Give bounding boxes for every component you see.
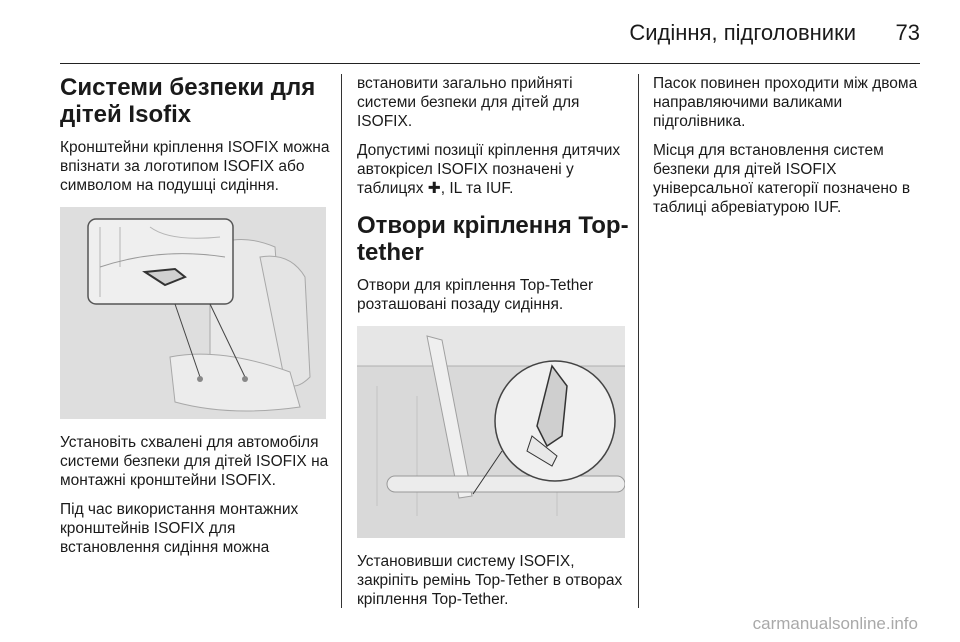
section-heading-top-tether: Отвори кріплення Top-tether	[357, 212, 629, 266]
paragraph: Пасок повинен проходити між двома направляючими валиками підголівника.	[653, 75, 918, 130]
column-2	[357, 74, 629, 619]
page-number: 73	[895, 20, 920, 45]
section-heading-isofix: Системи безпеки для дітей Isofix	[60, 74, 316, 128]
column-divider	[341, 74, 342, 608]
column-1	[60, 74, 330, 567]
watermark: carmanualsonline.info	[752, 614, 918, 633]
paragraph: Під час використання монтажних кронштейнів ISOFIX для встановлення сидіння можна	[60, 501, 299, 556]
paragraph: Отвори для кріплення Top-Tether розташовані позаду сидіння.	[357, 277, 594, 313]
isofix-bracket-illustration	[60, 207, 326, 419]
paragraph: встановити загально прийняті системи безпеки для дітей для ISOFIX.	[357, 75, 580, 130]
paragraph: Місця для встановлення систем безпеки для дітей ISOFIX універсальної категорії позначено в таблиці абревіатурою IUF.	[653, 142, 911, 216]
column-divider	[638, 74, 639, 608]
paragraph: Допустимі позиції кріплення дитячих автокрісел ISOFIX позначені у таблицях ✚, IL та IUF.	[357, 142, 621, 197]
page-header-title: Сидіння, підголовники	[629, 20, 856, 45]
column-3	[653, 74, 925, 227]
header-rule	[60, 63, 920, 64]
top-tether-illustration	[357, 326, 625, 538]
paragraph: Кронштейни кріплення ISOFIX можна впізнати за логотипом ISOFIX або символом на подушці сидіння.	[60, 139, 330, 194]
paragraph: Установивши систему ISOFIX, закріпіть ремінь Top-Tether в отворах кріплення Top-Tether.	[357, 553, 623, 608]
paragraph: Установіть схвалені для автомобіля системи безпеки для дітей ISOFIX на монтажні кронштейни ISOFIX.	[60, 434, 329, 489]
